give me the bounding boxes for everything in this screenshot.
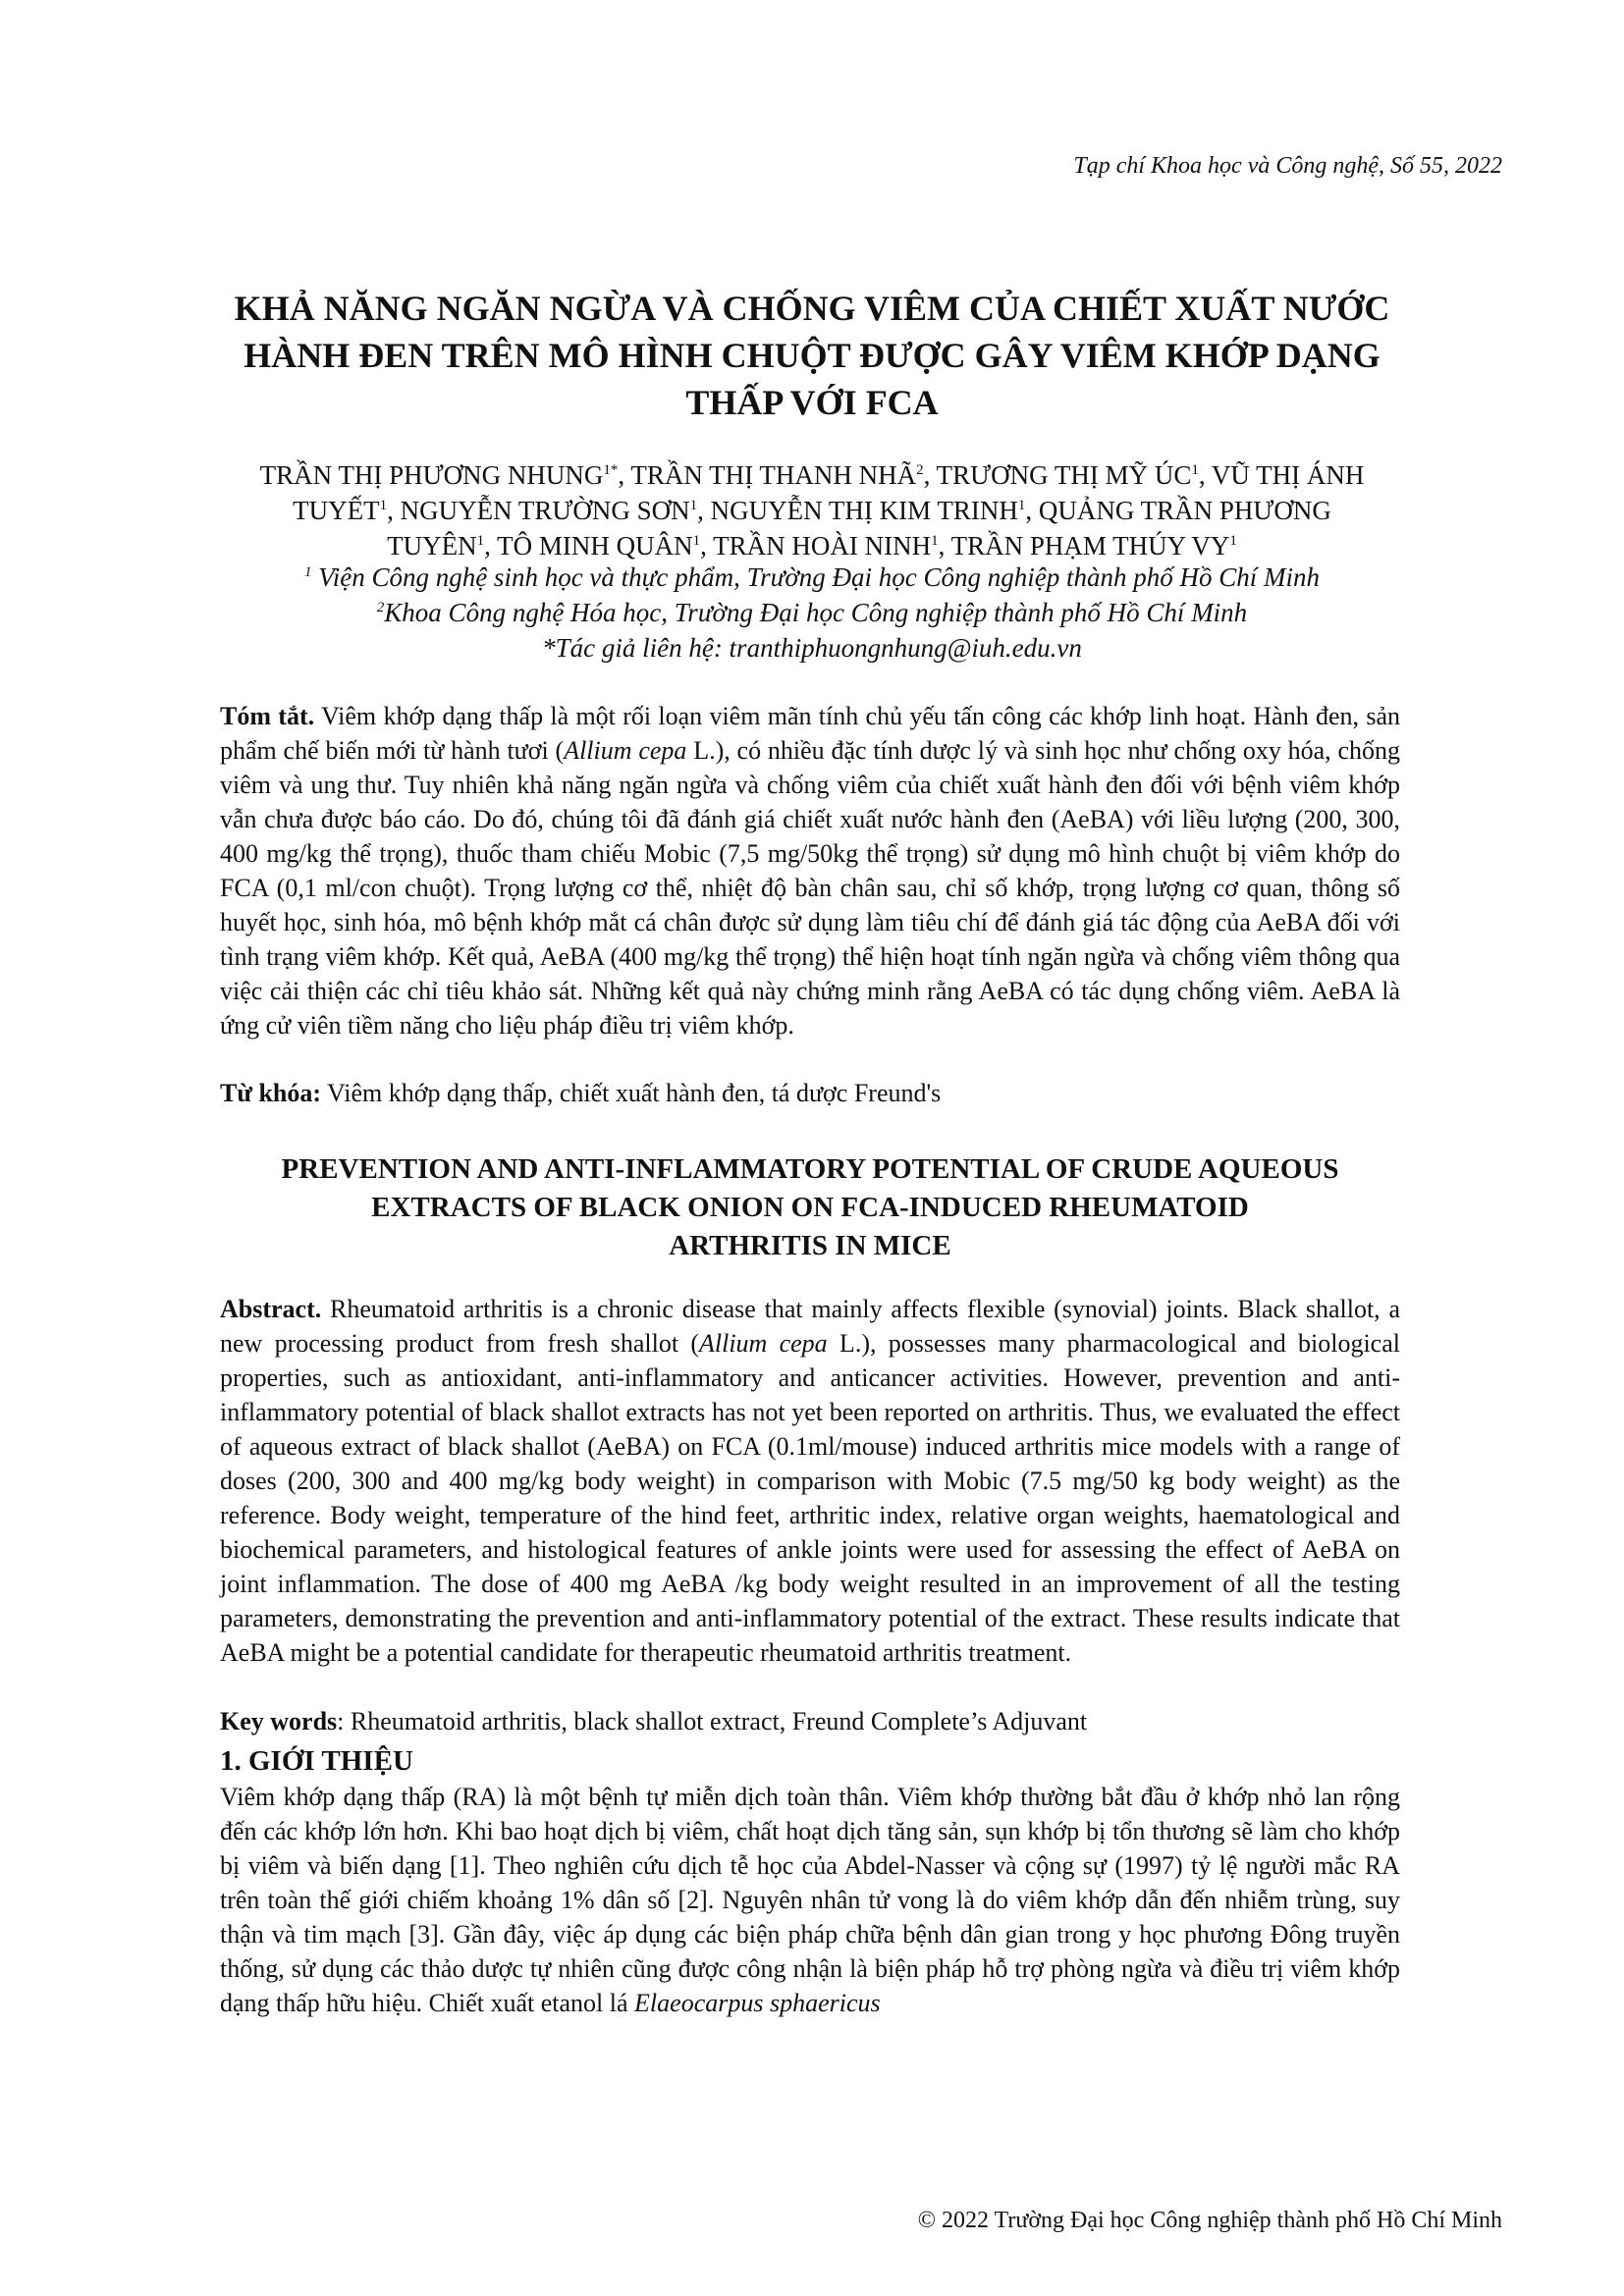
introduction-paragraph xyxy=(220,1780,1400,2020)
author-name: VŨ THỊ ÁNH xyxy=(1211,460,1365,490)
author-affiliation-mark: 1 xyxy=(476,533,485,549)
species-name: Elaeocarpus sphaericus xyxy=(634,1989,881,2017)
title-en-line-1: PREVENTION AND ANTI-INFLAMMATORY POTENTIAL OF CRUDE AQUEOUS xyxy=(281,1153,1339,1185)
affiliation-2 xyxy=(196,595,1428,630)
author-affiliation-mark: 1 xyxy=(931,533,939,549)
title-vi-line-1: KHẢ NĂNG NGĂN NGỪA VÀ CHỐNG VIÊM CỦA CHIẾT XUẤT NƯỚC xyxy=(234,289,1390,328)
title-en-line-2: EXTRACTS OF BLACK ONION ON FCA-INDUCED RHEUMATOID xyxy=(371,1192,1249,1223)
paper-title-vietnamese xyxy=(177,285,1447,426)
abstract-english xyxy=(220,1292,1400,1670)
title-vi-line-2: HÀNH ĐEN TRÊN MÔ HÌNH CHUỘT ĐƯỢC GÂY VIÊM KHỚP DẠNG xyxy=(244,336,1380,375)
author-name: TRẦN PHẠM THÚY VY xyxy=(950,531,1230,561)
section-heading-introduction: 1. GIỚI THIỆU xyxy=(220,1745,413,1777)
abstract-en-text: Rheumatoid arthritis is a chronic disease that mainly affects flexible (synovial) joints. Black shallot, a new processing product from fresh shallot ( xyxy=(220,1295,1400,1358)
abstract-vi-text-continued: L.), có nhiều đặc tính dược lý và sinh học như chống oxy hóa, chống viêm và ung thư. Tuy nhiên khả năng ngăn ngừa và chống viêm của chiết xuất hành đen đối với bệnh viêm khớp vẫn chưa được báo cáo. Do đó, chúng tôi đã đánh giá chiết xuất nước hành đen (AeBA) với liều lượng (200, 300, 400 mg/kg thể trọng), thuốc tham chiếu Mobic (7,5 mg/50kg thể trọng) sử dụng mô hình chuột bị viêm khớp do FCA (0,1 ml/con chuột). Trọng lượng cơ thể, nhiệt độ bàn chân sau, chỉ số khớp, trọng lượng cơ quan, thông số huyết học, sinh hóa, mô bệnh khớp mắt cá chân được sử dụng làm tiêu chí để đánh giá tác động của AeBA đối với tình trạng viêm khớp. Kết quả, AeBA (400 mg/kg thể trọng) thể hiện hoạt tính ngăn ngừa và chống viêm thông qua việc cải thiện các chỉ tiêu khảo sát. Những kết quả này chứng minh rằng AeBA có tác dụng chống viêm. AeBA là ứng cử viên tiềm năng cho liệu pháp điều trị viêm khớp. xyxy=(220,736,1401,1040)
keywords-vietnamese xyxy=(220,1076,1400,1110)
author-name: TRẦN THỊ PHƯƠNG NHUNG xyxy=(259,460,604,490)
author-name: TUYÊN xyxy=(387,531,477,561)
abstract-en-text-continued: L.), possesses many pharmacological and biological properties, such as antioxidant, anti-inflammatory and anticancer activities. However, prevention and anti-inflammatory potential of black shallot extracts has not yet been reported on arthritis. Thus, we evaluated the effect of aqueous extract of black shallot (AeBA) on FCA (0.1ml/mouse) induced arthritis mice models with a range of doses (200, 300 and 400 mg/kg body weight) in comparison with Mobic (7.5 mg/50 kg body weight) as the reference. Body weight, temperature of the hind feet, arthritic index, relative organ weights, haematological and biochemical parameters, and histological features of ankle joints were used for assessing the effect of AeBA on joint inflammation. The dose of 400 mg AeBA /kg body weight resulted in an improvement of all the testing parameters, demonstrating the prevention and anti-inflammatory potential of the extract. These results indicate that AeBA might be a potential candidate for therapeutic rheumatoid arthritis treatment. xyxy=(220,1329,1400,1667)
abstract-vi-text: Viêm khớp dạng thấp là một rối loạn viêm mãn tính chủ yếu tấn công các khớp linh hoạt. Hành đen, sản phẩm chế biến mới từ hành tươi ( xyxy=(220,702,1400,765)
affiliation-text: Viện Công nghệ sinh học và thực phẩm, Trường Đại học Công nghiệp thành phố Hồ Chí Minh xyxy=(318,562,1321,592)
keywords-vi-text: Viêm khớp dạng thấp, chiết xuất hành đen, tá dược Freund's xyxy=(321,1079,942,1107)
affiliation-text: Khoa Công nghệ Hóa học, Trường Đại học Công nghiệp thành phố Hồ Chí Minh xyxy=(384,598,1248,627)
author-name: QUẢNG TRẦN PHƯƠNG xyxy=(1038,496,1331,525)
author-affiliation-mark: 1 xyxy=(1229,533,1237,549)
author-name: NGUYỄN THỊ KIM TRINH xyxy=(710,496,1018,525)
journal-header: Tạp chí Khoa học và Công nghệ, Số 55, 2022 xyxy=(1073,153,1502,179)
author-affiliation-mark: 1 xyxy=(379,498,388,513)
page-footer: © 2022 Trường Đại học Công nghiệp thành phố Hồ Chí Minh xyxy=(917,2208,1502,2233)
author-affiliation-mark: 1 xyxy=(1017,498,1026,513)
title-en-line-3: ARTHRITIS IN MICE xyxy=(669,1230,951,1261)
paper-title-english xyxy=(220,1150,1400,1265)
author-line-3: TUYÊN$^1$, TÔ MINH QUÂN$^1$, TRẦN HOÀI NINH$^1$, TRẦN PHẠM THÚY $VY^1$ xyxy=(387,531,1237,561)
introduction-text: Viêm khớp dạng thấp (RA) là một bệnh tự miễn dịch toàn thân. Viêm khớp thường bắt đầu ở khớp nhỏ lan rộng đến các khớp lớn hơn. Khi bao hoạt dịch bị viêm, chất hoạt dịch tăng sản, sụn khớp bị tổn thương sẽ làm cho khớp bị viêm và biến dạng [1]. Theo nghiên cứu dịch tễ học của Abdel-Nasser và cộng sự (1997) tỷ lệ người mắc RA trên toàn thế giới chiếm khoảng 1% dân số [2]. Nguyên nhân tử vong là do viêm khớp dẫn đến nhiễm trùng, suy thận và tim mạch [3]. Gần đây, việc áp dụng các biện pháp chữa bệnh dân gian trong y học phương Đông truyền thống, sử dụng các thảo dược tự nhiên cũng được công nhận là biện pháp hỗ trợ phòng ngừa và điều trị viêm khớp dạng thấp hữu hiệu. Chiết xuất etanol lá xyxy=(220,1783,1400,2017)
corresponding-author: *Tác giả liên hệ: tranthiphuongnhung@iuh.edu.vn xyxy=(542,633,1082,663)
species-name: Allium cepa xyxy=(564,736,687,765)
author-name: NGUYỄN TRƯỜNG SƠN xyxy=(400,496,690,525)
affiliation-mark: 2 xyxy=(376,600,385,615)
affiliation-mark: 1 xyxy=(303,564,312,580)
author-affiliation-mark: 1* xyxy=(603,462,619,478)
abstract-vi-label: Tóm tắt. xyxy=(220,702,315,730)
author-line-1: TRẦN THỊ PHƯƠNG $NHUNG^{1*}$, TRẦN THỊ THANH NHÃ$^2$, TRƯƠNG THỊ MỸ $ÚC^1$, VŨ THỊ ÁNH xyxy=(259,460,1365,490)
author-name: TÔ MINH QUÂN xyxy=(497,531,693,561)
title-vi-line-3: THẤP VỚI FCA xyxy=(685,383,939,422)
abstract-en-label: Abstract. xyxy=(220,1295,322,1323)
author-name: TRẦN HOÀI NINH xyxy=(713,531,932,561)
keywords-en-text: : Rheumatoid arthritis, black shallot extract, Freund Complete’s Adjuvant xyxy=(337,1707,1088,1735)
author-list xyxy=(196,457,1428,563)
author-name: TUYẾT xyxy=(293,496,380,525)
author-line-2: TUYẾT$^1$, NGUYỄN TRƯỜNG SƠN$^1$, NGUYỄN THỊ KIM TRINH$^1$, QUẢNG TRẦN PHƯƠNG xyxy=(293,496,1331,525)
keywords-en-label: Key words xyxy=(220,1707,338,1735)
keywords-english xyxy=(220,1704,1400,1738)
author-affiliation-mark: 1 xyxy=(692,533,701,549)
abstract-vietnamese xyxy=(220,699,1400,1042)
author-affiliation-mark: 1 xyxy=(1191,462,1199,478)
author-name: TRẦN THỊ THANH NHÃ xyxy=(630,460,917,490)
author-affiliation-mark: 2 xyxy=(916,462,924,478)
author-affiliation-mark: 1 xyxy=(689,498,698,513)
keywords-vi-label: Từ khóa: xyxy=(220,1079,322,1107)
affiliation-1 xyxy=(196,560,1428,595)
species-name: Allium cepa xyxy=(699,1329,828,1358)
author-name: TRƯƠNG THỊ MỸ ÚC xyxy=(936,460,1192,490)
